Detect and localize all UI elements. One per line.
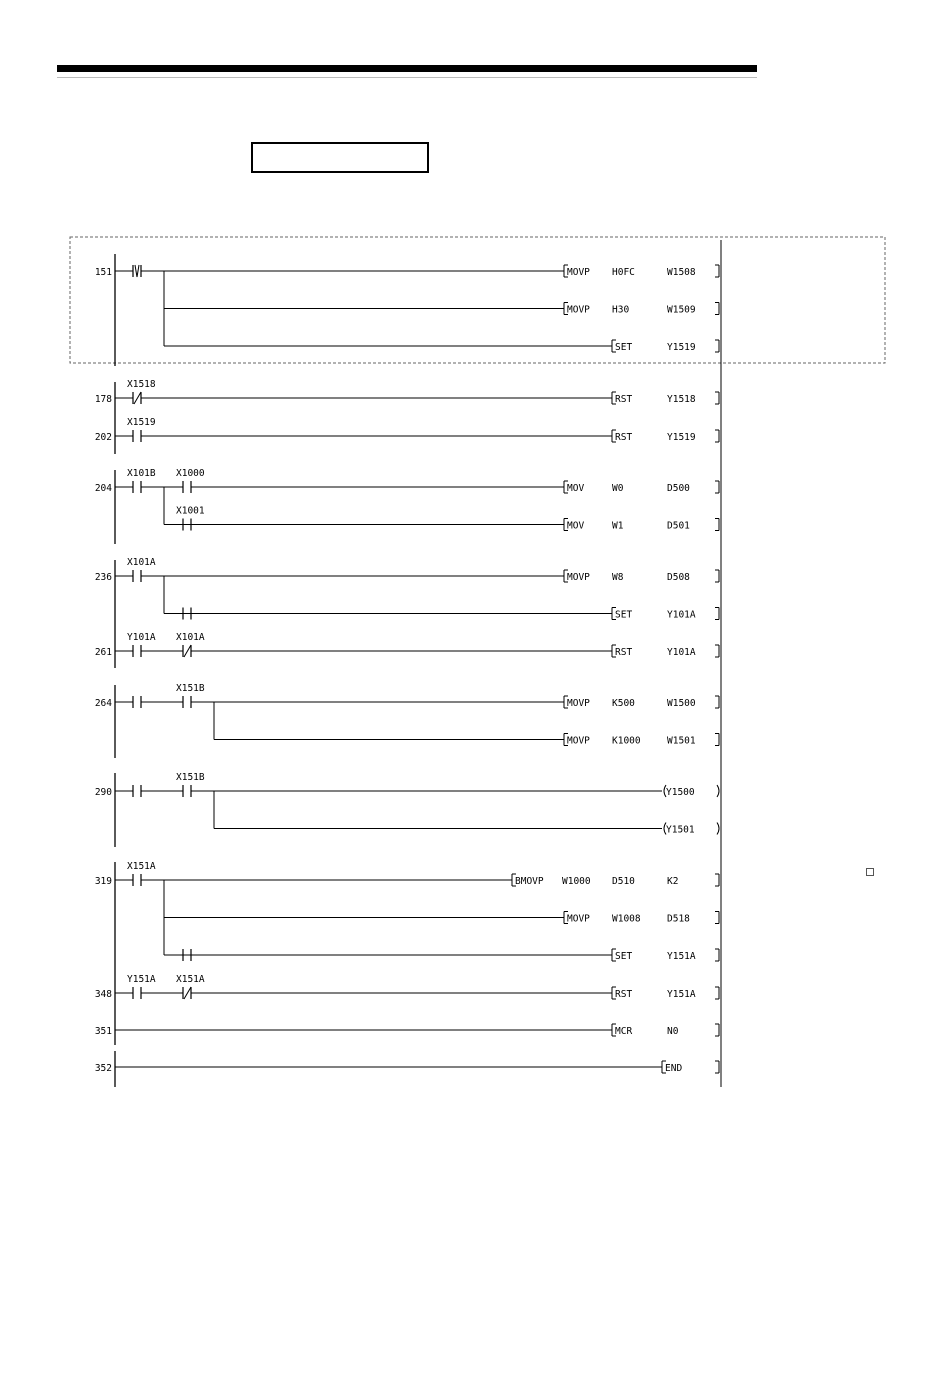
instruction-name: RST [615,394,633,405]
instruction-operand: D500 [667,483,690,494]
instruction-name: SET [615,609,633,621]
step-number: 352 [94,1063,112,1074]
instruction-name: RST [615,647,633,658]
instruction-name: MOVP [567,572,590,583]
coil-device: Y1501 [666,824,695,836]
instruction-operand: Y1519 [667,432,696,443]
step-number: 204 [94,483,112,494]
contact-device: X101A [127,557,156,568]
instruction-operand: D508 [667,572,690,583]
instruction-operand: K2 [667,876,679,887]
step-number: 348 [94,989,112,1000]
instruction-name: MOVP [567,304,590,316]
instruction-name: MOV [567,520,585,532]
instruction-name: END [665,1063,683,1074]
step-number: 319 [94,876,112,887]
step-number: 202 [94,432,112,443]
instruction-operand: W1509 [667,304,696,316]
contact-device: X151A [176,974,205,985]
instruction-name: SET [615,342,633,353]
contact-device: X1518 [127,379,156,390]
instruction-name: RST [615,989,633,1000]
coil-right-arc [717,785,719,797]
instruction-operand: N0 [667,1026,679,1037]
instruction-operand: D501 [667,520,690,532]
contact-device: X151B [176,683,205,694]
contact-device: Y101A [127,632,156,643]
instruction-operand: W0 [612,483,624,494]
instruction-name: MOVP [567,267,590,278]
instruction-operand: W1501 [667,735,696,747]
instruction-operand: Y1518 [667,394,696,405]
contact-X1518 [134,392,141,404]
contact-device: X1001 [176,505,205,517]
coil-right-arc [717,823,719,835]
contact-X101A [184,645,191,657]
contact-unlabeled [135,265,137,277]
instruction-name: MOV [567,483,585,494]
instruction-name: MCR [615,1026,633,1037]
step-number: 151 [94,267,112,278]
contact-device: X151B [176,772,205,783]
instruction-operand: Y151A [667,951,696,962]
contact-device: X101A [176,632,205,643]
highlight-box [70,237,885,363]
contact-X151A [184,987,191,999]
instruction-operand: K1000 [612,735,641,747]
instruction-operand: H0FC [612,267,635,278]
instruction-operand: W1500 [667,698,696,709]
instruction-operand: W1000 [562,876,591,887]
contact-device: X1519 [127,417,156,428]
instruction-operand: D518 [667,913,690,925]
instruction-operand: W1508 [667,267,696,278]
instruction-name: SET [615,951,633,962]
instruction-operand: W1 [612,520,624,532]
instruction-operand: K500 [612,698,635,709]
step-number: 236 [94,572,112,583]
step-number: 178 [94,394,112,405]
step-number: 351 [94,1026,112,1037]
instruction-operand: Y101A [667,609,696,621]
instruction-name: MOVP [567,735,590,747]
instruction-operand: Y151A [667,989,696,1000]
instruction-operand: H30 [612,304,630,316]
contact-device: X1000 [176,468,205,479]
instruction-operand: W1008 [612,913,641,925]
instruction-name: BMOVP [515,876,544,887]
step-number: 261 [94,647,112,658]
contact-device: X151A [127,861,156,872]
instruction-operand: D510 [612,876,635,887]
contact-device: X101B [127,468,156,479]
coil-device: Y1500 [666,787,695,798]
instruction-operand: W8 [612,572,624,583]
step-number: 290 [94,787,112,798]
instruction-name: MOVP [567,698,590,709]
contact-unlabeled [137,265,139,277]
instruction-operand: Y1519 [667,342,696,353]
margin-checkbox-icon [866,868,874,876]
instruction-name: RST [615,432,633,443]
instruction-operand: Y101A [667,647,696,658]
contact-device: Y151A [127,974,156,985]
instruction-name: MOVP [567,913,590,925]
step-number: 264 [94,698,112,709]
